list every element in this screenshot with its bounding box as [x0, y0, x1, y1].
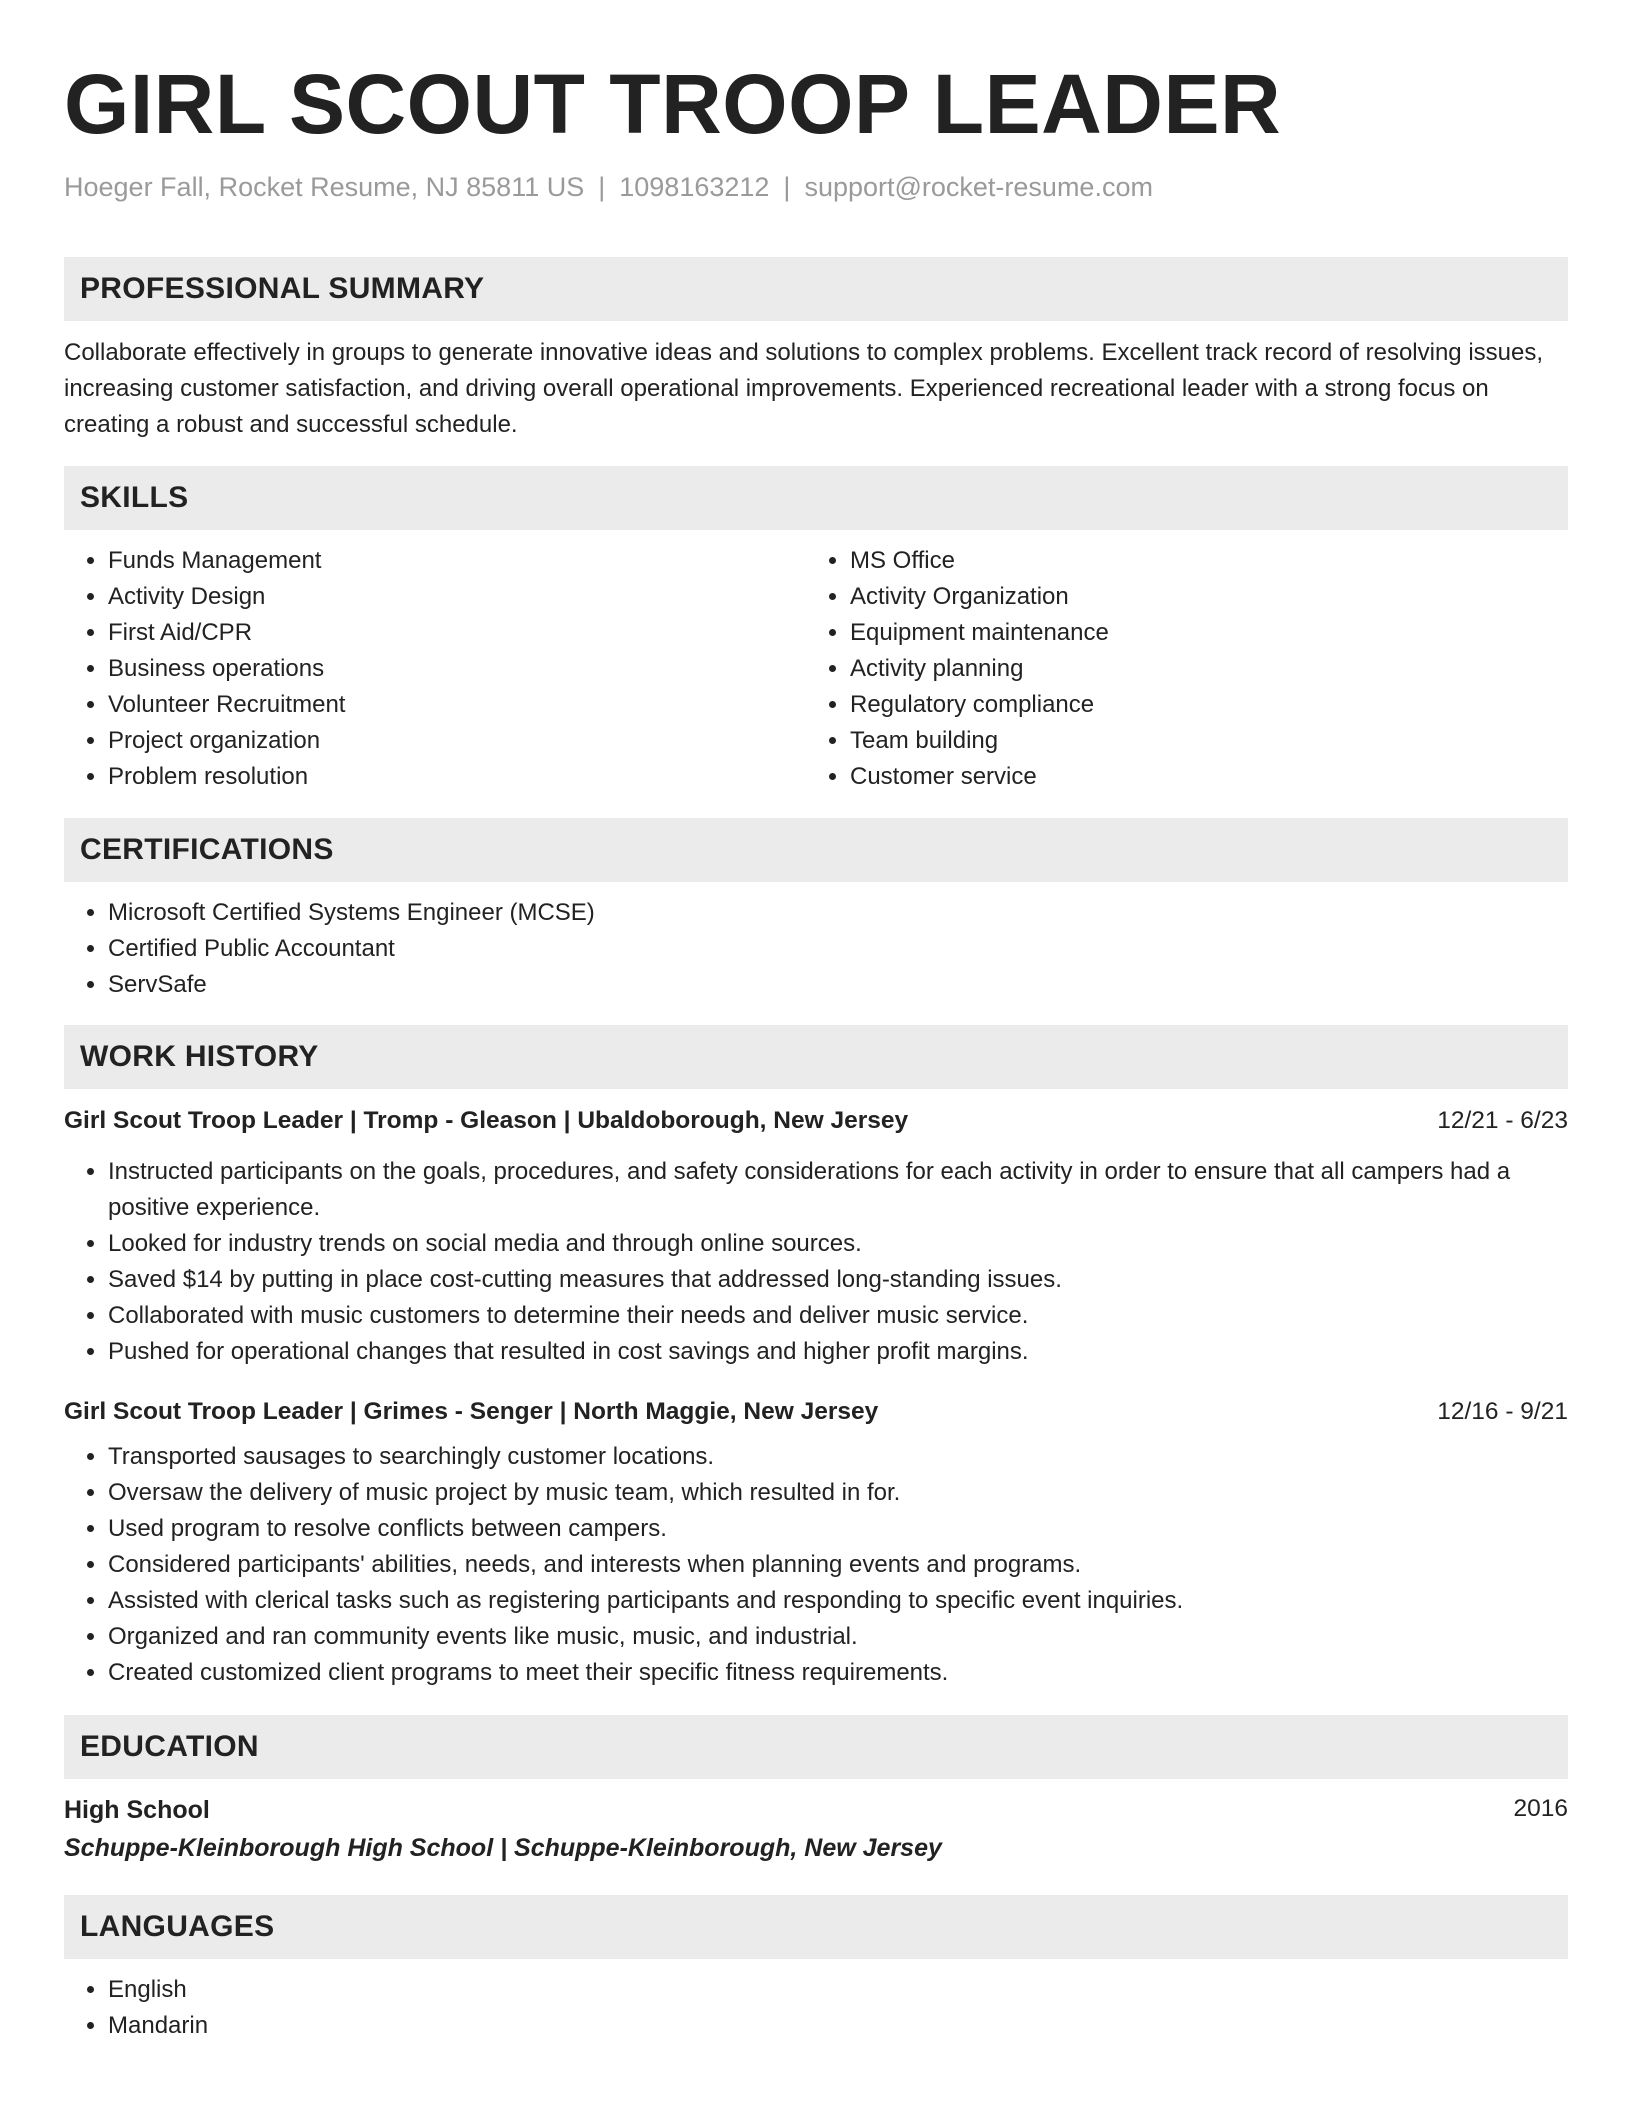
contact-line [64, 170, 1568, 204]
skill-item: • Activity Organization [850, 579, 1548, 615]
summary-heading: PROFESSIONAL SUMMARY [64, 257, 1568, 321]
skill-item: • Volunteer Recruitment [108, 687, 806, 723]
work-history-heading: WORK HISTORY [64, 1025, 1568, 1089]
skills-column-right [806, 543, 1548, 795]
contact-separator: | [598, 172, 606, 202]
job-title: Girl Scout Troop Leader | Tromp - Gleason | Ubaldoborough, New Jersey [64, 1107, 909, 1134]
language-item: • Mandarin [108, 2008, 1568, 2044]
job-title: Girl Scout Troop Leader | Grimes - Senger | North Maggie, New Jersey [64, 1398, 879, 1425]
job-bullets [64, 1439, 1568, 1691]
job-bullets [64, 1154, 1568, 1370]
job-bullet: • Collaborated with music customers to determine their needs and deliver music service. [108, 1298, 1568, 1334]
certification-item: • ServSafe [108, 967, 1568, 1003]
skill-item: • Project organization [108, 723, 806, 759]
certifications-heading: CERTIFICATIONS [64, 818, 1568, 882]
education-header [64, 1791, 1568, 1829]
skills-column-left [64, 543, 806, 795]
certifications-list [64, 895, 1568, 1003]
education-heading: EDUCATION [64, 1715, 1568, 1779]
certification-item: • Microsoft Certified Systems Engineer (MCSE) [108, 895, 1568, 931]
education-degree: High School [64, 1796, 210, 1824]
resume-title: GIRL SCOUT TROOP LEADER [64, 57, 1282, 151]
job-bullet: • Looked for industry trends on social media and through online sources. [108, 1226, 1568, 1262]
education-year: 2016 [1513, 1795, 1568, 1822]
job-bullet: • Oversaw the delivery of music project by music team, which resulted in for. [108, 1475, 1568, 1511]
job-dates: 12/21 - 6/23 [1437, 1107, 1568, 1134]
job-header [64, 1394, 1568, 1430]
contact-email[interactable]: support@rocket-resume.com [804, 172, 1153, 202]
skill-item: • Activity planning [850, 651, 1548, 687]
skill-item: • Funds Management [108, 543, 806, 579]
languages-heading: LANGUAGES [64, 1895, 1568, 1959]
language-item: • English [108, 1972, 1568, 2008]
certification-item: • Certified Public Accountant [108, 931, 1568, 967]
education-school: Schuppe-Kleinborough High School | Schuppe-Kleinborough, New Jersey [64, 1834, 942, 1862]
job-bullet: • Instructed participants on the goals, procedures, and safety considerations for each activity in order to ensure that all campers had a positive experience. [108, 1154, 1568, 1226]
skill-item: • Problem resolution [108, 759, 806, 795]
job-bullet: • Assisted with clerical tasks such as registering participants and responding to specific event inquiries. [108, 1583, 1568, 1619]
skill-item: • Customer service [850, 759, 1548, 795]
skill-item: • MS Office [850, 543, 1548, 579]
languages-list [64, 1972, 1568, 2044]
skills-list [64, 543, 1568, 795]
skill-item: • First Aid/CPR [108, 615, 806, 651]
job-entry [64, 1103, 1568, 1370]
job-bullet: • Pushed for operational changes that resulted in cost savings and higher profit margins. [108, 1334, 1568, 1370]
skill-item: • Team building [850, 723, 1548, 759]
job-bullet: • Created customized client programs to meet their specific fitness requirements. [108, 1655, 1568, 1691]
job-dates: 12/16 - 9/21 [1437, 1398, 1568, 1425]
skill-item: • Regulatory compliance [850, 687, 1548, 723]
contact-separator: | [783, 172, 791, 202]
skill-item: • Business operations [108, 651, 806, 687]
job-bullet: • Used program to resolve conflicts between campers. [108, 1511, 1568, 1547]
skill-item: • Activity Design [108, 579, 806, 615]
job-bullet: • Considered participants' abilities, needs, and interests when planning events and programs. [108, 1547, 1568, 1583]
skill-item: • Equipment maintenance [850, 615, 1548, 651]
job-entry [64, 1394, 1568, 1691]
contact-address: Hoeger Fall, Rocket Resume, NJ 85811 US [64, 172, 585, 202]
job-bullet: • Organized and ran community events like music, music, and industrial. [108, 1619, 1568, 1655]
job-bullet: • Saved $14 by putting in place cost-cutting measures that addressed long-standing issues. [108, 1262, 1568, 1298]
education-entry [64, 1791, 1568, 1867]
skills-heading: SKILLS [64, 466, 1568, 530]
summary-text: Collaborate effectively in groups to generate innovative ideas and solutions to complex problems. Excellent track record of resolving issues, increasing customer satisfaction, and driving overall operational improvements. Experienced recreational leader with a strong focus on creating a robust and successful schedule. [64, 339, 1544, 438]
job-header [64, 1103, 1568, 1139]
contact-phone: 1098163212 [619, 172, 770, 202]
job-bullet: • Transported sausages to searchingly customer locations. [108, 1439, 1568, 1475]
